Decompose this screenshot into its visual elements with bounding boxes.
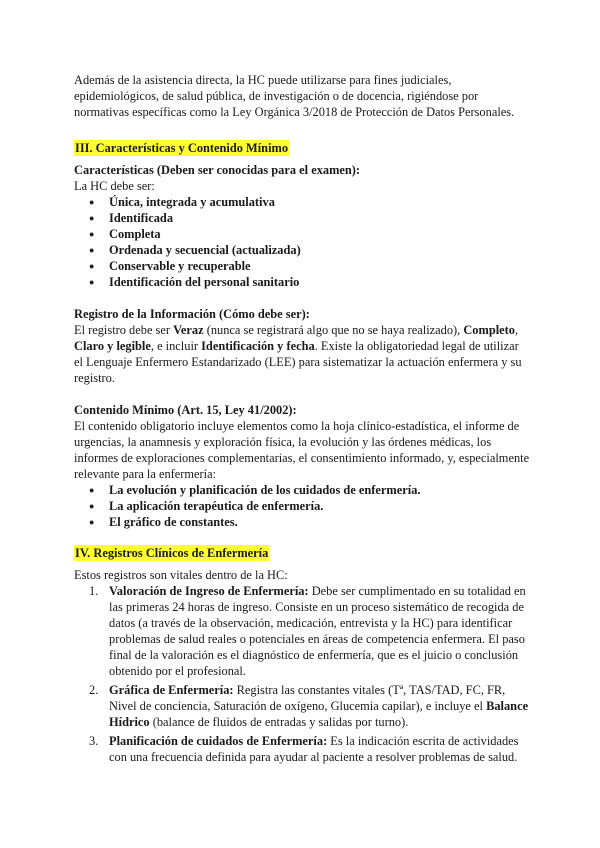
registro-text: (nunca se registrará algo que no se haya realizado),	[203, 323, 464, 337]
section-heading-iv: IV. Registros Clínicos de Enfermería	[75, 546, 269, 560]
item-title: Valoración de Ingreso de Enfermería:	[109, 584, 309, 598]
list-number: 2.	[89, 683, 99, 697]
registro-block	[74, 306, 530, 386]
list-item: ● Ordenada y secuencial (actualizada)	[74, 242, 530, 258]
registro-text: . Existe la obligatoriedad legal de utilizar el Lenguaje Enfermero Estandarizado (LEE) para sistematizar la actuación enfermera y su registro.	[74, 339, 522, 385]
item-text: Es la indicación escrita de actividades con una frecuencia definida para ayudar al paciente a resolver problemas de salud.	[109, 734, 519, 764]
registros-lead: Estos registros son vitales dentro de la HC:	[74, 568, 288, 582]
registro-bold-veraz: Veraz	[173, 323, 204, 337]
list-item: ● Única, integrada y acumulativa	[74, 194, 530, 210]
item-title: Gráfica de Enfermería:	[109, 683, 234, 697]
caracteristicas-lead: La HC debe ser:	[74, 179, 155, 193]
list-item: ● El gráfico de constantes.	[74, 514, 530, 530]
registro-bold-claro: Claro y legible	[74, 339, 151, 353]
list-item	[74, 682, 530, 730]
item-text: (balance de fluidos de entradas y salidas por turno).	[149, 715, 409, 729]
contenido-list	[74, 482, 530, 530]
item-text: Debe ser cumplimentado en su totalidad en las primeras 24 horas de ingreso. Consiste en un proceso sistemático de recogida de datos (a través de la observación, medicación, entrevista y la HC) para identificar problemas de salud reales o potenciales en áreas de competencia enfermera. El paso final de la valoración es el diagnóstico de enfermería, que es el juicio o conclusión obtenido por el profesional.	[109, 584, 526, 678]
list-number: 3.	[89, 734, 99, 748]
section-caracteristicas	[74, 140, 530, 530]
registro-title: Registro de la Información (Cómo debe ser):	[74, 307, 310, 321]
list-item	[74, 733, 530, 765]
caracteristicas-block	[74, 162, 530, 290]
contenido-block	[74, 402, 530, 530]
contenido-title: Contenido Mínimo (Art. 15, Ley 41/2002):	[74, 403, 297, 417]
list-item: ● Conservable y recuperable	[74, 258, 530, 274]
item-text: Registra las constantes vitales (Tª, TAS/TAD, FC, FR, Nivel de conciencia, Saturación de oxígeno, Glucemia capilar), e incluye el	[109, 683, 506, 713]
registro-text: , e incluir	[150, 339, 202, 353]
registro-text: El registro debe ser	[74, 323, 174, 337]
list-item: ● Identificada	[74, 210, 530, 226]
registro-bold-identificacion: Identificación y fecha	[201, 339, 315, 353]
list-item: ● Completa	[74, 226, 530, 242]
list-number: 1.	[89, 584, 99, 598]
item-bold-balance: Balance Hídrico	[109, 699, 529, 729]
intro-paragraph: Además de la asistencia directa, la HC puede utilizarse para fines judiciales, epidemiológicos, de salud pública, de investigación o de docencia, rigiéndose por normativas específicas como la Ley Orgánica 3/2018 de Protección de Datos Personales.	[74, 73, 515, 119]
document-page	[74, 72, 530, 768]
registro-text: ,	[514, 323, 519, 337]
section-registros	[74, 545, 530, 765]
caracteristicas-list	[74, 194, 530, 290]
registros-list	[74, 583, 530, 765]
section-heading-iii: III. Características y Contenido Mínimo	[75, 141, 289, 155]
item-title: Planificación de cuidados de Enfermería:	[109, 734, 328, 748]
list-item: ● La evolución y planificación de los cuidados de enfermería.	[74, 482, 530, 498]
list-item: ● Identificación del personal sanitario	[74, 274, 530, 290]
list-item: ● La aplicación terapéutica de enfermería.	[74, 498, 530, 514]
registro-bold-completo: Completo	[463, 323, 515, 337]
registro-paragraph	[74, 322, 530, 386]
list-item	[74, 583, 530, 679]
caracteristicas-title: Características (Deben ser conocidas para el examen):	[74, 163, 361, 177]
contenido-paragraph: El contenido obligatorio incluye elementos como la hoja clínico-estadística, el informe de urgencias, la anamnesis y exploración física, la evolución y las órdenes médicas, los informes de exploraciones complementarias, el consentimiento informado, y, especialmente relevante para la enfermería:	[74, 419, 530, 481]
